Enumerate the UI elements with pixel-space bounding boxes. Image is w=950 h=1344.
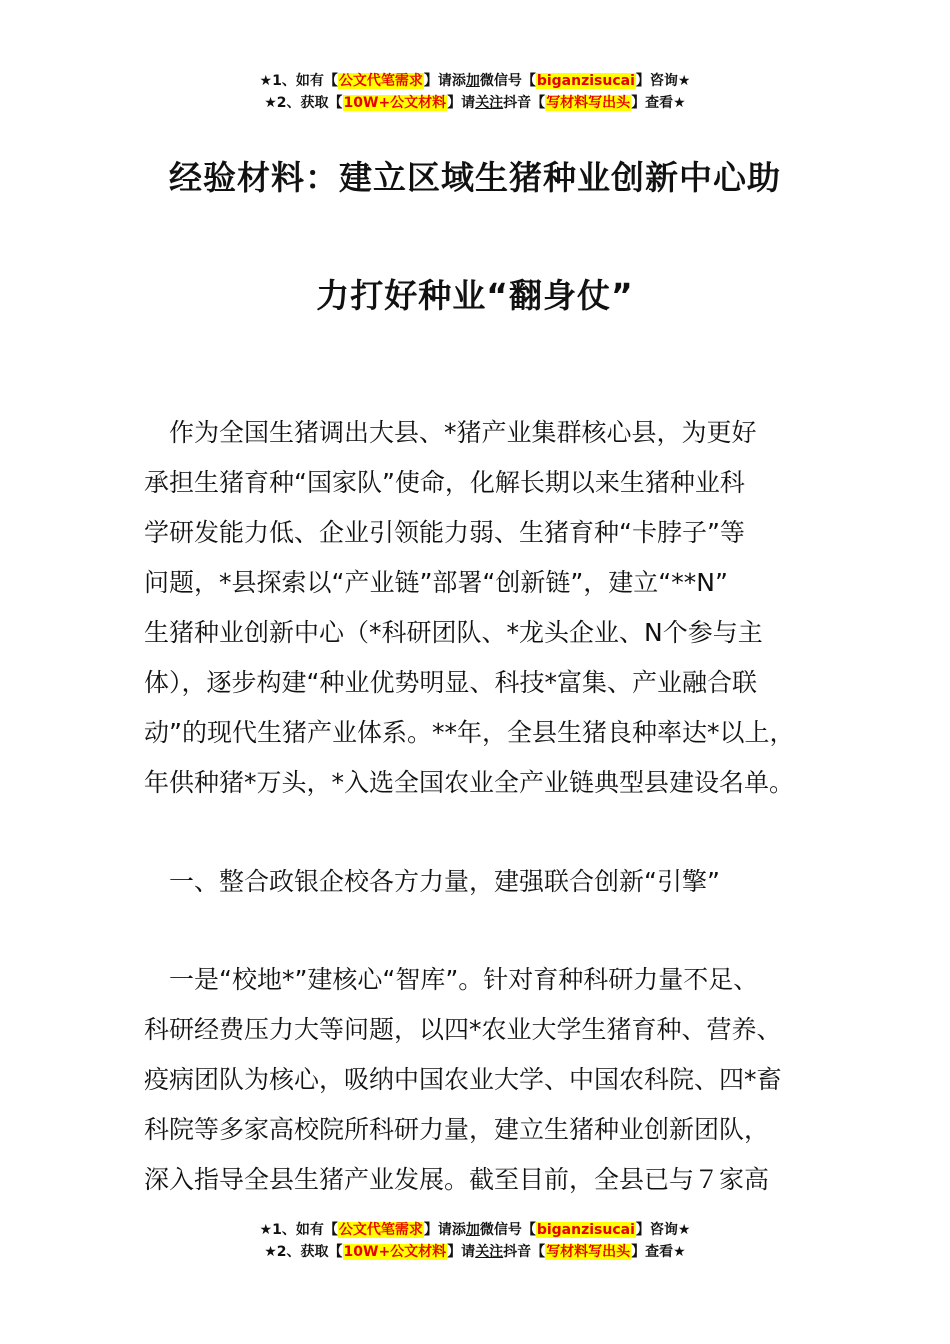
promo-text: ★1、如有【 bbox=[259, 73, 338, 89]
promo-text: 】咨询★ bbox=[635, 73, 691, 89]
promo-underlined: 关注 bbox=[475, 1244, 504, 1260]
paragraph-line: 体），逐步构建“种业优势明显、科技*富集、产业融合联 bbox=[144, 668, 757, 697]
paragraph-line: 疫病团队为核心，吸纳中国农业大学、中国农科院、四*畜 bbox=[144, 1065, 782, 1094]
promo-highlight: biganzisucai bbox=[536, 1222, 635, 1238]
promo-highlight: biganzisucai bbox=[536, 73, 635, 89]
promo-line-2 bbox=[0, 1241, 950, 1263]
paragraph-line: 动”的现代生猪产业体系。**年，全县生猪良种率达*以上， bbox=[144, 718, 795, 747]
intro-paragraph bbox=[144, 408, 834, 808]
promo-text: 抖音【 bbox=[503, 1244, 546, 1260]
promo-text: 】请 bbox=[447, 95, 476, 111]
promo-line-1 bbox=[0, 70, 950, 92]
paragraph-line: 问题，*县探索以“产业链”部署“创新链”，建立“**N” bbox=[144, 568, 728, 597]
paragraph-line: 学研发能力低、企业引领能力弱、生猪育种“卡脖子”等 bbox=[144, 518, 745, 547]
promo-highlight: 写材料写出头 bbox=[546, 95, 631, 111]
promo-line-2 bbox=[0, 92, 950, 114]
paragraph-line: 年供种猪*万头，*入选全国农业全产业链典型县建设名单。 bbox=[144, 768, 795, 797]
paragraph-line: 科院等多家高校院所科研力量，建立生猪种业创新团队， bbox=[144, 1115, 770, 1144]
promo-text: 微信号【 bbox=[479, 73, 536, 89]
promo-underlined: 关注 bbox=[475, 95, 504, 111]
paragraph-line: 科研经费压力大等问题，以四*农业大学生猪育种、营养、 bbox=[144, 1015, 782, 1044]
promo-banner-top bbox=[0, 70, 950, 114]
document-title-line-1: 经验材料：建立区域生猪种业创新中心助 bbox=[169, 158, 781, 197]
document-title-line-2: 力打好种业“翻身仗” bbox=[316, 276, 634, 315]
paragraph-line: 承担生猪育种“国家队”使命，化解长期以来生猪种业科 bbox=[144, 468, 745, 497]
promo-highlight: 写材料写出头 bbox=[546, 1244, 631, 1260]
paragraph-line: 一是“校地*”建核心“智库”。针对育种科研力量不足、 bbox=[144, 965, 759, 994]
promo-highlight: 公文代笔需求 bbox=[338, 73, 423, 89]
promo-text: ★2、获取【 bbox=[264, 95, 343, 111]
section-paragraph-1 bbox=[144, 955, 834, 1205]
promo-text: 】请添 bbox=[423, 1222, 466, 1238]
promo-text: 】请 bbox=[447, 1244, 476, 1260]
promo-underlined: 加 bbox=[465, 1222, 480, 1238]
section-heading-1: 一、整合政银企校各方力量，建强联合创新“引擎” bbox=[144, 867, 720, 896]
promo-text: 】咨询★ bbox=[635, 1222, 691, 1238]
paragraph-line: 作为全国生猪调出大县、*猪产业集群核心县，为更好 bbox=[144, 418, 757, 447]
promo-text: 】查看★ bbox=[631, 95, 686, 111]
promo-text: 抖音【 bbox=[503, 95, 546, 111]
promo-highlight: 10W+公文材料 bbox=[343, 95, 447, 111]
promo-highlight: 10W+公文材料 bbox=[343, 1244, 447, 1260]
paragraph-line: 生猪种业创新中心（*科研团队、*龙头企业、N个参与主 bbox=[144, 618, 763, 647]
promo-line-1 bbox=[0, 1219, 950, 1241]
promo-banner-bottom bbox=[0, 1219, 950, 1263]
promo-text: 】查看★ bbox=[631, 1244, 686, 1260]
promo-text: 微信号【 bbox=[479, 1222, 536, 1238]
promo-underlined: 加 bbox=[465, 73, 480, 89]
promo-text: ★2、获取【 bbox=[264, 1244, 343, 1260]
promo-highlight: 公文代笔需求 bbox=[338, 1222, 423, 1238]
promo-text: 】请添 bbox=[423, 73, 466, 89]
paragraph-line: 深入指导全县生猪产业发展。截至目前，全县已与７家高 bbox=[144, 1165, 770, 1194]
promo-text: ★1、如有【 bbox=[259, 1222, 338, 1238]
